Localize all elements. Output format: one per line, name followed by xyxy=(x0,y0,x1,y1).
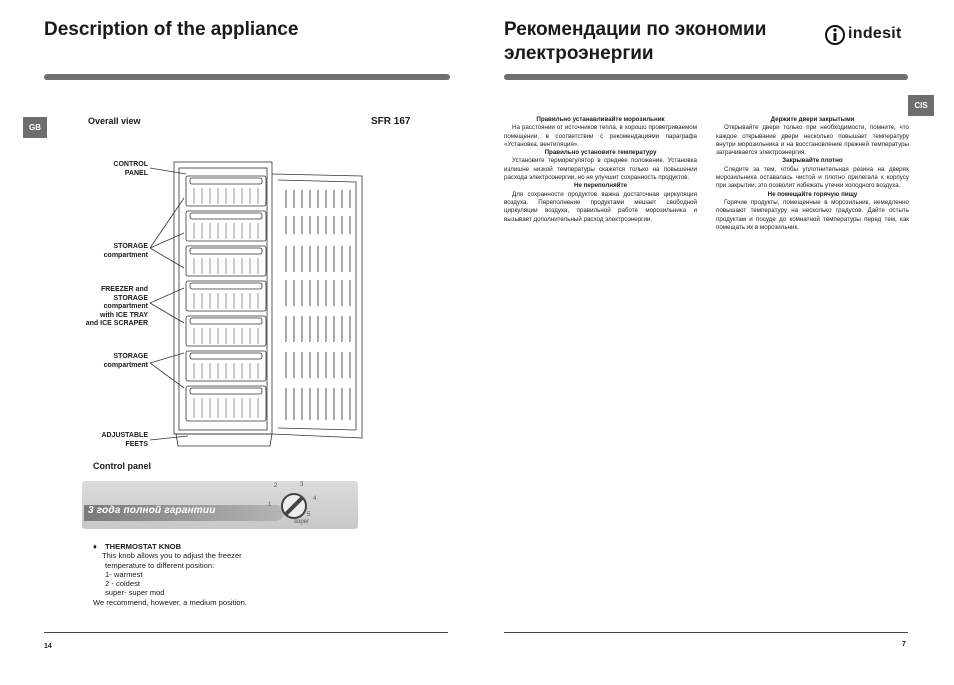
tip-heading: Не переполняйте xyxy=(574,182,627,190)
tip-text: Для сохранности продуктов важна достаточная циркуляция воздуха. Переполнение продуктами мешает свободной циркуляции воздуха, правильной работе морозильника и вызывает дополнительный расход электроэнергии. xyxy=(504,190,697,223)
indesit-logo-icon xyxy=(824,24,846,46)
right-page-title xyxy=(504,18,766,66)
tip-heading: Закрывайте плотно xyxy=(782,157,843,165)
dial-mark-1: 1 xyxy=(268,502,272,508)
lang-tab-gb: GB xyxy=(23,117,47,138)
left-footer-rule xyxy=(44,632,448,633)
thermostat-description xyxy=(93,542,353,607)
thermostat-line: temperature to different position: xyxy=(105,560,215,570)
dial-mark-2: 2 xyxy=(274,483,278,489)
thermostat-line: 1- warmest xyxy=(105,569,143,579)
tip-text: Следите за тем, чтобы уплотнительная резина на дверях морозильника оставалась чистой и плотно прилегала к корпусу при закрытии, это позволит избежать утечки холодного воздуха. xyxy=(716,165,909,190)
dial-mark-4: 4 xyxy=(313,496,317,502)
right-title-line: Рекомендации по экономии xyxy=(504,19,767,40)
thermostat-line: 2 - coldest xyxy=(105,579,141,589)
overall-view-label: Overall view xyxy=(88,116,141,126)
callout-line: PANEL xyxy=(124,169,148,177)
tip-heading: Правильно установите температуру xyxy=(544,149,657,157)
callout-storage-2 xyxy=(104,353,148,370)
dial-mark-5: 5 xyxy=(307,512,311,518)
thermostat-line: This knob allows you to adjust the freezer xyxy=(102,551,242,561)
callout-line: compartment xyxy=(103,251,148,259)
callout-line: STORAGE xyxy=(113,243,148,250)
callout-line: CONTROL xyxy=(113,161,148,168)
thermostat-line: We recommend, however, a medium position. xyxy=(93,597,247,607)
right-title-line: электроэнергии xyxy=(504,43,654,64)
left-page-number: 14 xyxy=(44,643,52,650)
callout-freezer xyxy=(86,286,148,329)
indesit-logo-text: indesit xyxy=(848,25,902,42)
energy-tips-column-1 xyxy=(504,116,697,224)
callout-line: STORAGE xyxy=(113,294,148,302)
callout-line: FEETS xyxy=(125,440,148,448)
control-panel-label: Control panel xyxy=(93,461,151,471)
right-footer-rule xyxy=(504,632,908,633)
bullet-icon: ♦ xyxy=(93,542,97,551)
callout-feet xyxy=(101,432,148,449)
thermostat-title-row xyxy=(93,542,353,551)
callout-line: compartment xyxy=(103,303,148,310)
warranty-text: 3 года полной гарантии xyxy=(88,505,216,516)
thermostat-title: THERMOSTAT KNOB xyxy=(105,542,182,551)
callout-line: ADJUSTABLE xyxy=(101,432,148,439)
tip-heading: Правильно устанавливайте морозильник xyxy=(536,116,665,123)
callout-line: compartment xyxy=(103,361,148,369)
tip-heading: Держите двери закрытыми xyxy=(770,116,855,123)
model-label: SFR 167 xyxy=(371,116,411,127)
callout-line: FREEZER and xyxy=(100,286,148,293)
left-title-underline xyxy=(44,74,450,80)
callout-line: with ICE TRAY xyxy=(100,311,148,319)
lang-tab-cis xyxy=(908,95,934,116)
tip-heading: Не помещайте горячую пищу xyxy=(767,190,858,198)
callout-line: STORAGE xyxy=(113,353,148,360)
tip-text: Открывайте двери только при необходимости, помните, что каждое открывание двери несколько повышает температуру внутри морозильника и на восстановление прежней температуры затрачивается электроэнергия. xyxy=(716,124,909,157)
right-title-underline xyxy=(504,74,908,80)
right-page-number: 7 xyxy=(902,641,906,648)
callout-storage-1 xyxy=(104,243,148,260)
freezer-illustration xyxy=(150,158,375,453)
tip-text: На расстоянии от источников тепла, в хорошо проветриваемом помещении, в соответствии с рекомендациями параграфа «Установка, вентиляция». xyxy=(504,124,697,148)
left-page-title: Description of the appliance xyxy=(44,19,299,40)
lang-tab-cis-label: CIS xyxy=(914,101,928,110)
energy-tips-column-2 xyxy=(716,116,909,232)
tip-text: Установите терморегулятор в среднее положение. Установка излишне низкой температуры скажется только на повышении расхода электроэнергии, но не улучшит сохранность продуктов. xyxy=(504,157,697,182)
thermostat-line: super- super mod xyxy=(105,588,165,598)
callout-control-panel xyxy=(113,161,148,178)
dial-mark-super: super xyxy=(294,519,310,525)
dial-mark-3: 3 xyxy=(300,482,304,488)
callout-line: and ICE SCRAPER xyxy=(85,320,148,327)
tip-text: Горячие продукты, помещенные в морозильник, немедленно повышают температуру на несколько градусов. Дайте остыть продуктам и посуде до комнатной температуры перед тем, как помещать их в морозильник. xyxy=(716,198,909,231)
control-panel-image xyxy=(82,481,358,529)
